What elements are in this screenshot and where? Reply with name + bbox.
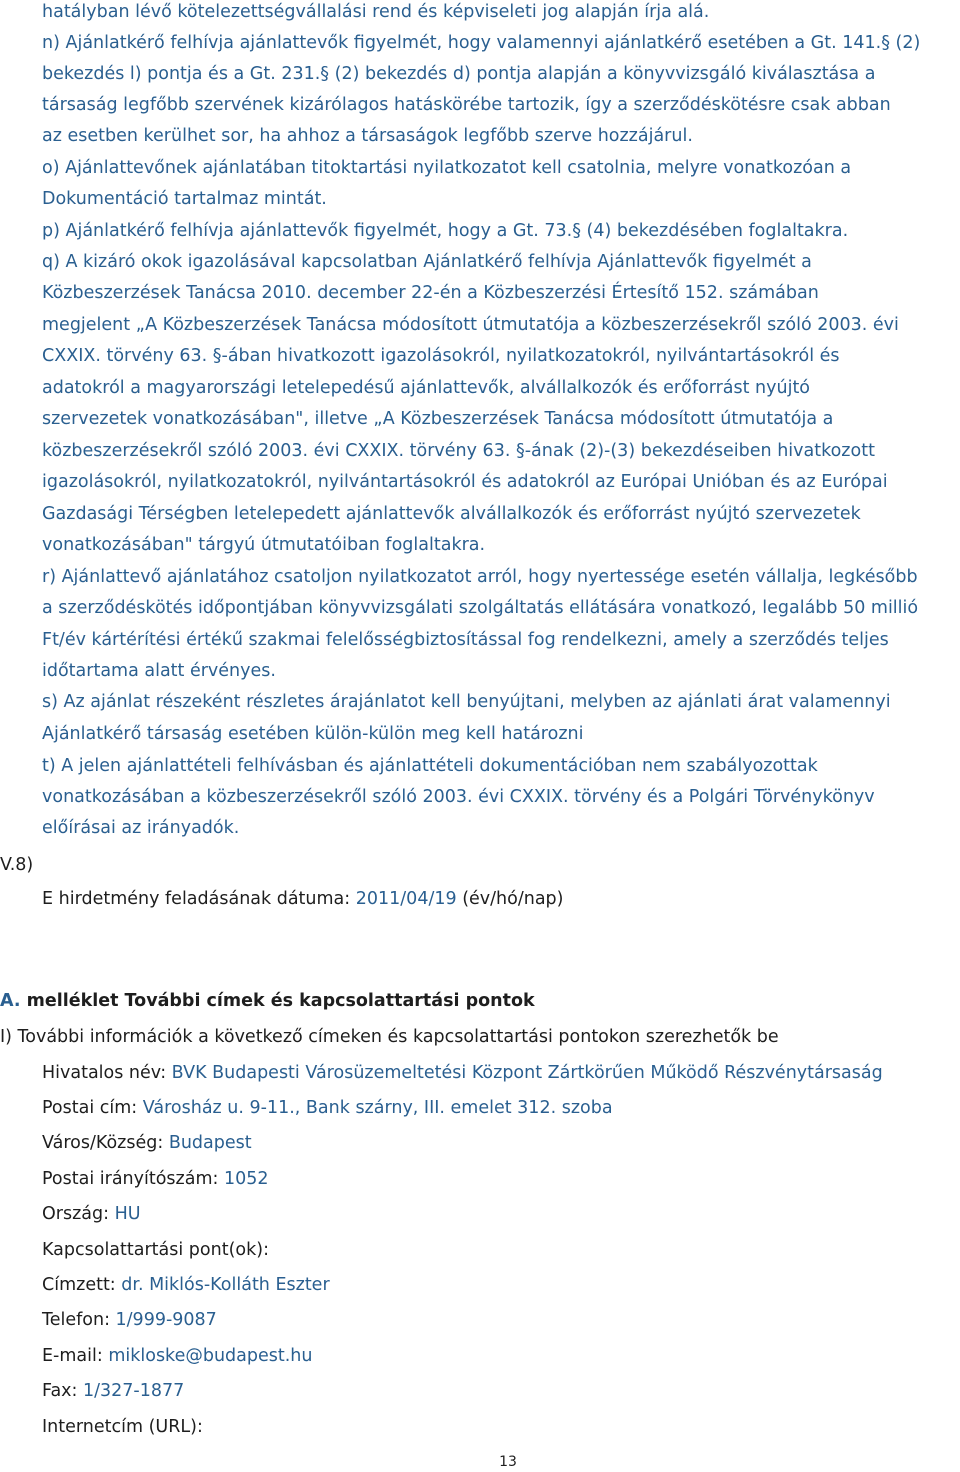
city-row <box>42 1131 252 1155</box>
para-line: vonatkozásában" tárgyú útmutatóiban foglaltakra. <box>42 535 486 555</box>
contact-points-label: Kapcsolattartási pont(ok): <box>42 1240 269 1260</box>
para-line: s) Az ajánlat részeként részletes árajánlatot kell benyújtani, melyben az ajánlati árat valamennyi <box>42 692 891 712</box>
para-line: Ft/év kártérítési értékű szakmai felelősségbiztosítással fog rendelkezni, amely a szerződés teljes <box>42 630 889 650</box>
field-label: Ország: <box>42 1204 115 1224</box>
para-line: Gazdasági Térségben letelepedett ajánlattevők alvállalkozók és erőforrást nyújtó szervezetek <box>42 504 861 524</box>
city-value: Budapest <box>168 1133 252 1153</box>
email-link[interactable]: mikloske@budapest.hu <box>108 1346 313 1366</box>
annex-subheading: I) További információk a következő címeken és kapcsolattartási pontokon szerezhetők be <box>0 1027 779 1047</box>
para-line: előírásai az irányadók. <box>42 818 240 838</box>
fax-value: 1/327-1877 <box>83 1381 185 1401</box>
para-line: Közbeszerzések Tanácsa 2010. december 22-én a Közbeszerzési Értesítő 152. számában <box>42 283 819 303</box>
annex-heading-text: melléklet További címek és kapcsolattartási pontok <box>20 991 535 1011</box>
field-label: Postai irányítószám: <box>42 1169 224 1189</box>
country-value: HU <box>114 1204 141 1224</box>
field-label: Címzett: <box>42 1275 122 1295</box>
field-label: E-mail: <box>42 1346 109 1366</box>
field-label: Város/Község: <box>42 1133 169 1153</box>
para-line: CXXIX. törvény 63. §-ában hivatkozott igazolásokról, nyilatkozatokról, nyilvántartásokról és <box>42 346 840 366</box>
annex-heading-prefix: A. <box>0 991 21 1011</box>
para-line: társaság legfőbb szervének kizárólagos hatáskörébe tartozik, így a szerződéskötésre csak abban <box>42 95 891 115</box>
para-line: q) A kizáró okok igazolásával kapcsolatban Ajánlatkérő felhívja Ajánlattevők figyelmét a <box>42 252 812 272</box>
para-line: r) Ajánlattevő ajánlatához csatoljon nyilatkozatot arról, hogy nyertessége esetén vállalja, legkésőbb <box>42 567 918 587</box>
date-label: E hirdetmény feladásának dátuma: <box>42 889 356 909</box>
field-label: Telefon: <box>42 1310 116 1330</box>
para-line: az esetben kerülhet sor, ha ahhoz a társaságok legfőbb szerve hozzájárul. <box>42 126 693 146</box>
para-line: bekezdés l) pontja és a Gt. 231.§ (2) bekezdés d) pontja alapján a könyvvizsgáló kiválasztása a <box>42 64 876 84</box>
para-line: n) Ajánlatkérő felhívja ajánlattevők figyelmét, hogy valamennyi ajánlatkérő esetében a Gt. 141.§ (2) <box>42 33 921 53</box>
field-label: Postai cím: <box>42 1098 143 1118</box>
para-line: hatályban lévő kötelezettségvállalási rend és képviseleti jog alapján írja alá. <box>42 2 710 22</box>
official-name-value: BVK Budapesti Városüzemeltetési Központ Zártkörűen Működő Részvénytársaság <box>171 1063 883 1083</box>
page-number: 13 <box>499 1454 517 1470</box>
url-label: Internetcím (URL): <box>42 1417 203 1437</box>
para-line: igazolásokról, nyilatkozatokról, nyilvántartásokról és adatokról az Európai Unióban és az Európai <box>42 472 888 492</box>
postal-address-row <box>42 1096 613 1120</box>
postal-address-value: Városház u. 9-11., Bank szárny, III. emelet 312. szoba <box>142 1098 613 1118</box>
date-value: 2011/04/19 <box>355 889 457 909</box>
para-line: Ajánlatkérő társaság esetében külön-külön meg kell határozni <box>42 724 584 744</box>
fax-row <box>42 1379 184 1403</box>
official-name-row <box>42 1061 883 1085</box>
para-line: o) Ajánlattevőnek ajánlatában titoktartási nyilatkozatot kell csatolnia, melyre vonatkozóan a <box>42 158 852 178</box>
date-format: (év/hó/nap) <box>456 889 564 909</box>
para-line: Dokumentáció tartalmaz mintát. <box>42 189 327 209</box>
field-label: Fax: <box>42 1381 83 1401</box>
email-row <box>42 1344 312 1368</box>
postcode-row <box>42 1167 269 1191</box>
para-line: vonatkozásában a közbeszerzésekről szóló 2003. évi CXXIX. törvény és a Polgári Törvénykönyv <box>42 787 875 807</box>
para-line: adatokról a magyarországi letelepedésű ajánlattevők, alvállalkozók és erőforrást nyújtó <box>42 378 811 398</box>
para-line: t) A jelen ajánlattételi felhívásban és ajánlattételi dokumentációban nem szabályozottak <box>42 756 818 776</box>
postcode-value: 1052 <box>223 1169 269 1189</box>
addressee-row <box>42 1273 330 1297</box>
addressee-value: dr. Miklós-Kolláth Eszter <box>121 1275 330 1295</box>
para-line: a szerződéskötés időpontjában könyvvizsgálati szolgáltatás ellátására vonatkozó, legalább 50 millió <box>42 598 919 618</box>
field-label: Hivatalos név: <box>42 1063 172 1083</box>
section-number: V.8) <box>0 855 34 875</box>
country-row <box>42 1202 141 1226</box>
para-line: szervezetek vonatkozásában", illetve „A Közbeszerzések Tanácsa módosított útmutatója a <box>42 409 834 429</box>
phone-value: 1/999-9087 <box>115 1310 217 1330</box>
para-line: közbeszerzésekről szóló 2003. évi CXXIX. törvény 63. §-ának (2)-(3) bekezdéseiben hivatkozott <box>42 441 875 461</box>
para-line: p) Ajánlatkérő felhívja ajánlattevők figyelmét, hogy a Gt. 73.§ (4) bekezdésében foglaltakra. <box>42 221 849 241</box>
para-line: megjelent „A Közbeszerzések Tanácsa módosított útmutatója a közbeszerzésekről szóló 2003. évi <box>42 315 899 335</box>
phone-row <box>42 1308 217 1332</box>
para-line: időtartama alatt érvényes. <box>42 661 276 681</box>
annex-heading <box>0 989 535 1013</box>
publication-date-row <box>42 887 563 911</box>
